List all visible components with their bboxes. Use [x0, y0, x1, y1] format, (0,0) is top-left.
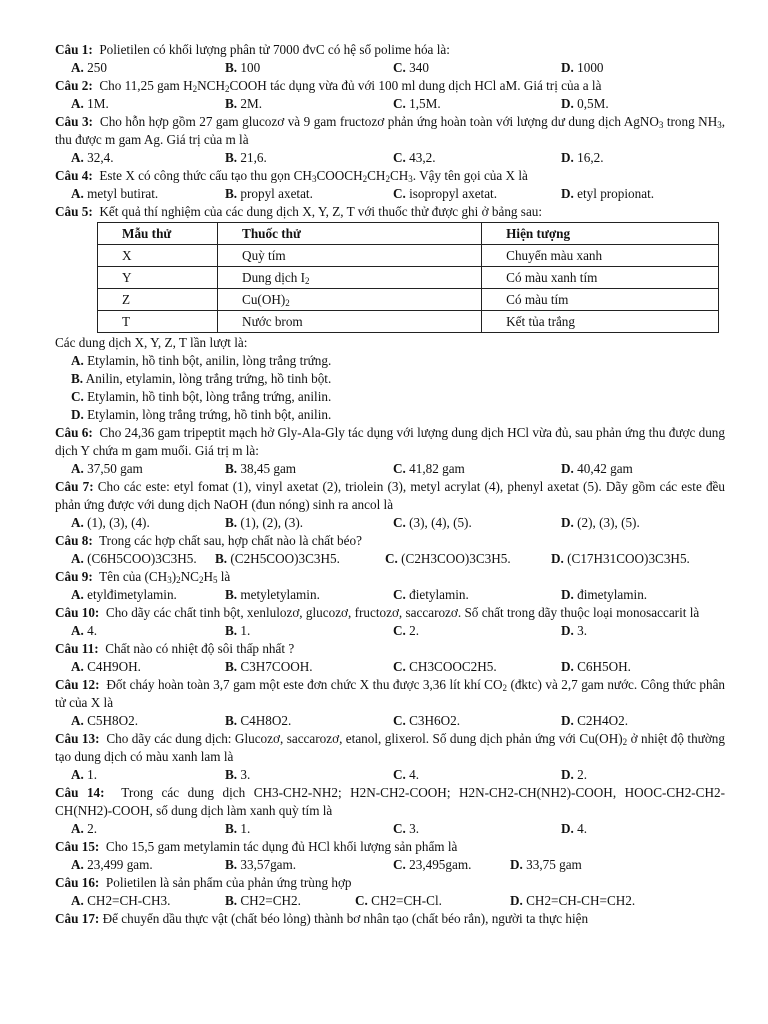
- option-c[interactable]: C. 43,2.: [393, 150, 436, 165]
- question-number: Câu 7:: [55, 479, 94, 494]
- question-number: Câu 1:: [55, 42, 93, 57]
- option-b[interactable]: B. (C2H5COO)3C3H5.: [215, 551, 340, 566]
- question-text: Cho 11,25 gam $H_2NCH_2COOH$ tác dụng vừa đủ với 100 ml dung dịch HCl aM. Giá trị của a là: [99, 78, 602, 94]
- option-d[interactable]: D. (2), (3), (5).: [561, 515, 640, 530]
- question-number: Câu 9:: [55, 569, 93, 584]
- question-10: [55, 604, 725, 640]
- question-text: Cho 24,36 gam tripeptit mạch hở Gly-Ala-Gly tác dụng với lượng dung dịch HCl vừa đủ, sau phản ứng thu được dung dịch Y chứa m gam muối. Giá trị m là:: [55, 425, 725, 458]
- table-cell: Có màu xanh tím: [482, 267, 719, 289]
- question-3: [55, 113, 725, 167]
- option-b[interactable]: B. (1), (2), (3).: [225, 515, 304, 530]
- question-number: Câu 2:: [55, 78, 93, 93]
- table-row: [98, 245, 719, 267]
- option-d[interactable]: D. 4.: [561, 821, 588, 836]
- option-c[interactable]: C. 4.: [393, 767, 420, 782]
- option-d[interactable]: D. 33,75 gam: [510, 857, 582, 872]
- option-c[interactable]: C. CH3COOC2H5.: [393, 659, 497, 674]
- question-2: [55, 77, 725, 113]
- question-text: Tên của $(CH_3)_2NC_2H_5$ là: [99, 569, 231, 585]
- option-a[interactable]: A. 32,4.: [71, 150, 114, 165]
- option-b[interactable]: B. 38,45 gam: [225, 461, 297, 476]
- answer-options: [55, 586, 725, 604]
- table-header: Thuốc thử: [218, 223, 482, 245]
- option-c[interactable]: C. đietylamin.: [393, 587, 469, 602]
- question-9: [55, 568, 725, 604]
- question-5: [55, 203, 725, 424]
- option-b[interactable]: B. 1.: [225, 821, 251, 836]
- question-number: Câu 11:: [55, 641, 99, 656]
- option-a[interactable]: A. Etylamin, hồ tinh bột, anilin, lòng trắng trứng.: [71, 353, 332, 368]
- answer-options: [55, 550, 725, 568]
- table-header-row: [98, 223, 719, 245]
- question-text: Đốt cháy hoàn toàn 3,7 gam một este đơn chức X thu được 3,36 lít khí $CO_2$ (đktc) và 2,7 gam nước. Công thức phân tử của X là: [55, 677, 726, 710]
- option-d[interactable]: D. etyl propionat.: [561, 186, 655, 201]
- question-text: Chất nào có nhiệt độ sôi thấp nhất ?: [105, 641, 295, 656]
- option-d[interactable]: D. 16,2.: [561, 150, 604, 165]
- question-4: [55, 167, 725, 203]
- table-row: [98, 267, 719, 289]
- question-7: [55, 478, 725, 532]
- table-cell: T: [98, 311, 218, 333]
- option-a[interactable]: A. C5H8O2.: [71, 713, 139, 728]
- question-11: [55, 640, 725, 676]
- option-a[interactable]: A. etylđimetylamin.: [71, 587, 177, 602]
- option-c[interactable]: C. 41,82 gam: [393, 461, 465, 476]
- option-b[interactable]: B. 33,57gam.: [225, 857, 297, 872]
- option-c[interactable]: C. 2.: [393, 623, 420, 638]
- option-b[interactable]: B. 100: [225, 60, 261, 75]
- table-cell: Có màu tím: [482, 289, 719, 311]
- option-c[interactable]: C. (C2H3COO)3C3H5.: [385, 551, 511, 566]
- option-c[interactable]: C. 1,5M.: [393, 96, 441, 111]
- question-text: Polietilen có khối lượng phân tử 7000 đvC có hệ số polime hóa là:: [99, 42, 450, 57]
- answer-options: [55, 658, 725, 676]
- option-a[interactable]: A. (1), (3), (4).: [71, 515, 150, 530]
- table-header: Mẫu thử: [98, 223, 218, 245]
- option-b[interactable]: B. Anilin, etylamin, lòng trắng trứng, hồ tinh bột.: [71, 371, 332, 386]
- question-number: Câu 8:: [55, 533, 93, 548]
- option-c[interactable]: C. CH2=CH-Cl.: [355, 893, 442, 908]
- option-c[interactable]: C. (3), (4), (5).: [393, 515, 472, 530]
- answer-options: [55, 622, 725, 640]
- table-cell: Z: [98, 289, 218, 311]
- question-number: Câu 15:: [55, 839, 100, 854]
- table-cell: Y: [98, 267, 218, 289]
- question-6: [55, 424, 725, 478]
- question-number: Câu 10:: [55, 605, 100, 620]
- table-cell: Chuyển màu xanh: [482, 245, 719, 267]
- option-d[interactable]: D. 1000: [561, 60, 604, 75]
- question-number: Câu 17:: [55, 911, 100, 926]
- answer-options: [55, 766, 725, 784]
- question-text: Este X có công thức cấu tạo thu gọn $CH_3COOCH_2CH_2CH_3$. Vậy tên gọi của X là: [99, 168, 528, 184]
- question-text: Kết quả thí nghiệm của các dung dịch X, Y, Z, T với thuốc thử được ghi ở bảng sau:: [99, 204, 543, 219]
- table-cell: $Cu(OH)_2$: [218, 289, 482, 311]
- option-a[interactable]: A. 23,499 gam.: [71, 857, 153, 872]
- table-row: [98, 311, 719, 333]
- option-b[interactable]: B. 21,6.: [225, 150, 267, 165]
- question-text: Trong các dung dịch CH3-CH2-NH2; H2N-CH2-COOH; H2N-CH2-CH(NH2)-COOH, HOOC-CH2-CH2-CH(NH2)-COOH, số dung dịch làm xanh quỳ tím là: [55, 785, 725, 818]
- question-number: Câu 6:: [55, 425, 93, 440]
- exam-page: [55, 41, 725, 928]
- table-cell: Kết tủa trắng: [482, 311, 719, 333]
- option-d[interactable]: D. 0,5M.: [561, 96, 609, 111]
- answer-options: [55, 59, 725, 77]
- option-a[interactable]: A. C4H9OH.: [71, 659, 141, 674]
- question-number: Câu 12:: [55, 677, 100, 692]
- answer-options: [55, 712, 725, 730]
- question-number: Câu 13:: [55, 731, 100, 746]
- table-cell: Nước brom: [218, 311, 482, 333]
- option-d[interactable]: D. 2.: [561, 767, 588, 782]
- question-text: Cho hỗn hợp gồm 27 gam glucozơ và 9 gam fructozơ phản ứng hoàn toàn với lượng dư dung dịch AgNO$_3$ trong $NH_3$, thu được m gam Ag. Giá trị của m là: [55, 114, 726, 147]
- option-a[interactable]: A. 1M.: [71, 96, 109, 111]
- question-number: Câu 4:: [55, 168, 93, 183]
- option-c[interactable]: C. Etylamin, hồ tinh bột, lòng trắng trứng, anilin.: [71, 389, 332, 404]
- table-header: Hiện tượng: [482, 223, 719, 245]
- option-a[interactable]: A. 250: [71, 60, 107, 75]
- table-row: [98, 289, 719, 311]
- option-a[interactable]: A. metyl butirat.: [71, 186, 159, 201]
- option-a[interactable]: A. 4.: [71, 623, 98, 638]
- option-b[interactable]: B. 2M.: [225, 96, 263, 111]
- option-c[interactable]: C. 23,495gam.: [393, 857, 472, 872]
- option-a[interactable]: A. 2.: [71, 821, 98, 836]
- question-text: Trong các hợp chất sau, hợp chất nào là chất béo?: [99, 533, 362, 548]
- option-c[interactable]: C. 340: [393, 60, 429, 75]
- question-followup: Các dung dịch X, Y, Z, T lần lượt là:: [55, 335, 248, 350]
- option-b[interactable]: B. C3H7COOH.: [225, 659, 313, 674]
- option-b[interactable]: B. 3.: [225, 767, 251, 782]
- question-8: [55, 532, 725, 568]
- question-1: [55, 41, 725, 77]
- results-table: [97, 222, 719, 333]
- option-d[interactable]: D. đimetylamin.: [561, 587, 648, 602]
- option-d[interactable]: D. 3.: [561, 623, 588, 638]
- option-c[interactable]: C. isopropyl axetat.: [393, 186, 498, 201]
- answer-options: [55, 892, 725, 910]
- option-a[interactable]: A. 37,50 gam: [71, 461, 143, 476]
- question-number: Câu 14:: [55, 785, 105, 800]
- option-a[interactable]: A. (C6H5COO)3C3H5.: [71, 551, 197, 566]
- answer-options: [55, 352, 725, 424]
- question-number: Câu 16:: [55, 875, 100, 890]
- option-b[interactable]: B. C4H8O2.: [225, 713, 292, 728]
- question-text: Polietilen là sản phẩm của phản ứng trùng hợp: [105, 875, 352, 890]
- question-text: Cho dãy các dung dịch: Glucozơ, saccarozơ, etanol, glixerol. Số dung dịch phản ứng với $Cu(OH)_2$ ở nhiệt độ thường tạo dung dịch có màu xanh lam là: [55, 731, 725, 764]
- option-a[interactable]: A. 1.: [71, 767, 98, 782]
- answer-options: [55, 514, 725, 532]
- option-d[interactable]: D. (C17H31COO)3C3H5.: [551, 551, 690, 566]
- option-b[interactable]: B. CH2=CH2.: [225, 893, 301, 908]
- answer-options: [55, 149, 725, 167]
- question-number: Câu 5:: [55, 204, 93, 219]
- option-d[interactable]: D. C6H5OH.: [561, 659, 631, 674]
- answer-options: [55, 856, 725, 874]
- option-c[interactable]: C. 3.: [393, 821, 420, 836]
- answer-options: [55, 460, 725, 478]
- question-15: [55, 838, 725, 874]
- question-12: [55, 676, 725, 730]
- answer-options: [55, 95, 725, 113]
- question-16: [55, 874, 725, 910]
- question-text: Cho 15,5 gam metylamin tác dụng đủ HCl khối lượng sản phẩm là: [105, 839, 458, 854]
- question-text: Cho các este: etyl fomat (1), vinyl axetat (2), triolein (3), metyl acrylat (4), phenyl axetat (5). Dãy gồm các este đều phản ứng được với dung dịch NaOH (đun nóng) sinh ra ancol là: [55, 479, 726, 512]
- question-17: [55, 910, 725, 928]
- option-d[interactable]: D. Etylamin, lòng trắng trứng, hồ tinh bột, anilin.: [71, 407, 332, 422]
- option-a[interactable]: A. CH2=CH-CH3.: [71, 893, 171, 908]
- question-text: Cho dãy các chất tinh bột, xenlulozơ, glucozơ, fructozơ, saccarozơ. Số chất trong dãy thuộc loại monosaccarit là: [105, 605, 700, 620]
- table-cell: Dung dịch $I_2$: [218, 267, 482, 289]
- option-d[interactable]: D. 40,42 gam: [561, 461, 633, 476]
- option-c[interactable]: C. C3H6O2.: [393, 713, 461, 728]
- option-d[interactable]: D. C2H4O2.: [561, 713, 629, 728]
- question-14: [55, 784, 725, 838]
- answer-options: [55, 820, 725, 838]
- question-number: Câu 3:: [55, 114, 93, 129]
- option-b[interactable]: B. propyl axetat.: [225, 186, 313, 201]
- option-b[interactable]: B. 1.: [225, 623, 251, 638]
- question-13: [55, 730, 725, 784]
- table-cell: X: [98, 245, 218, 267]
- table-cell: Quỳ tím: [218, 245, 482, 267]
- option-b[interactable]: B. metyletylamin.: [225, 587, 320, 602]
- answer-options: [55, 185, 725, 203]
- option-d[interactable]: D. CH2=CH-CH=CH2.: [510, 893, 636, 908]
- question-text: Để chuyển dầu thực vật (chất béo lỏng) thành bơ nhân tạo (chất béo rắn), người ta thực hiện: [102, 911, 589, 926]
